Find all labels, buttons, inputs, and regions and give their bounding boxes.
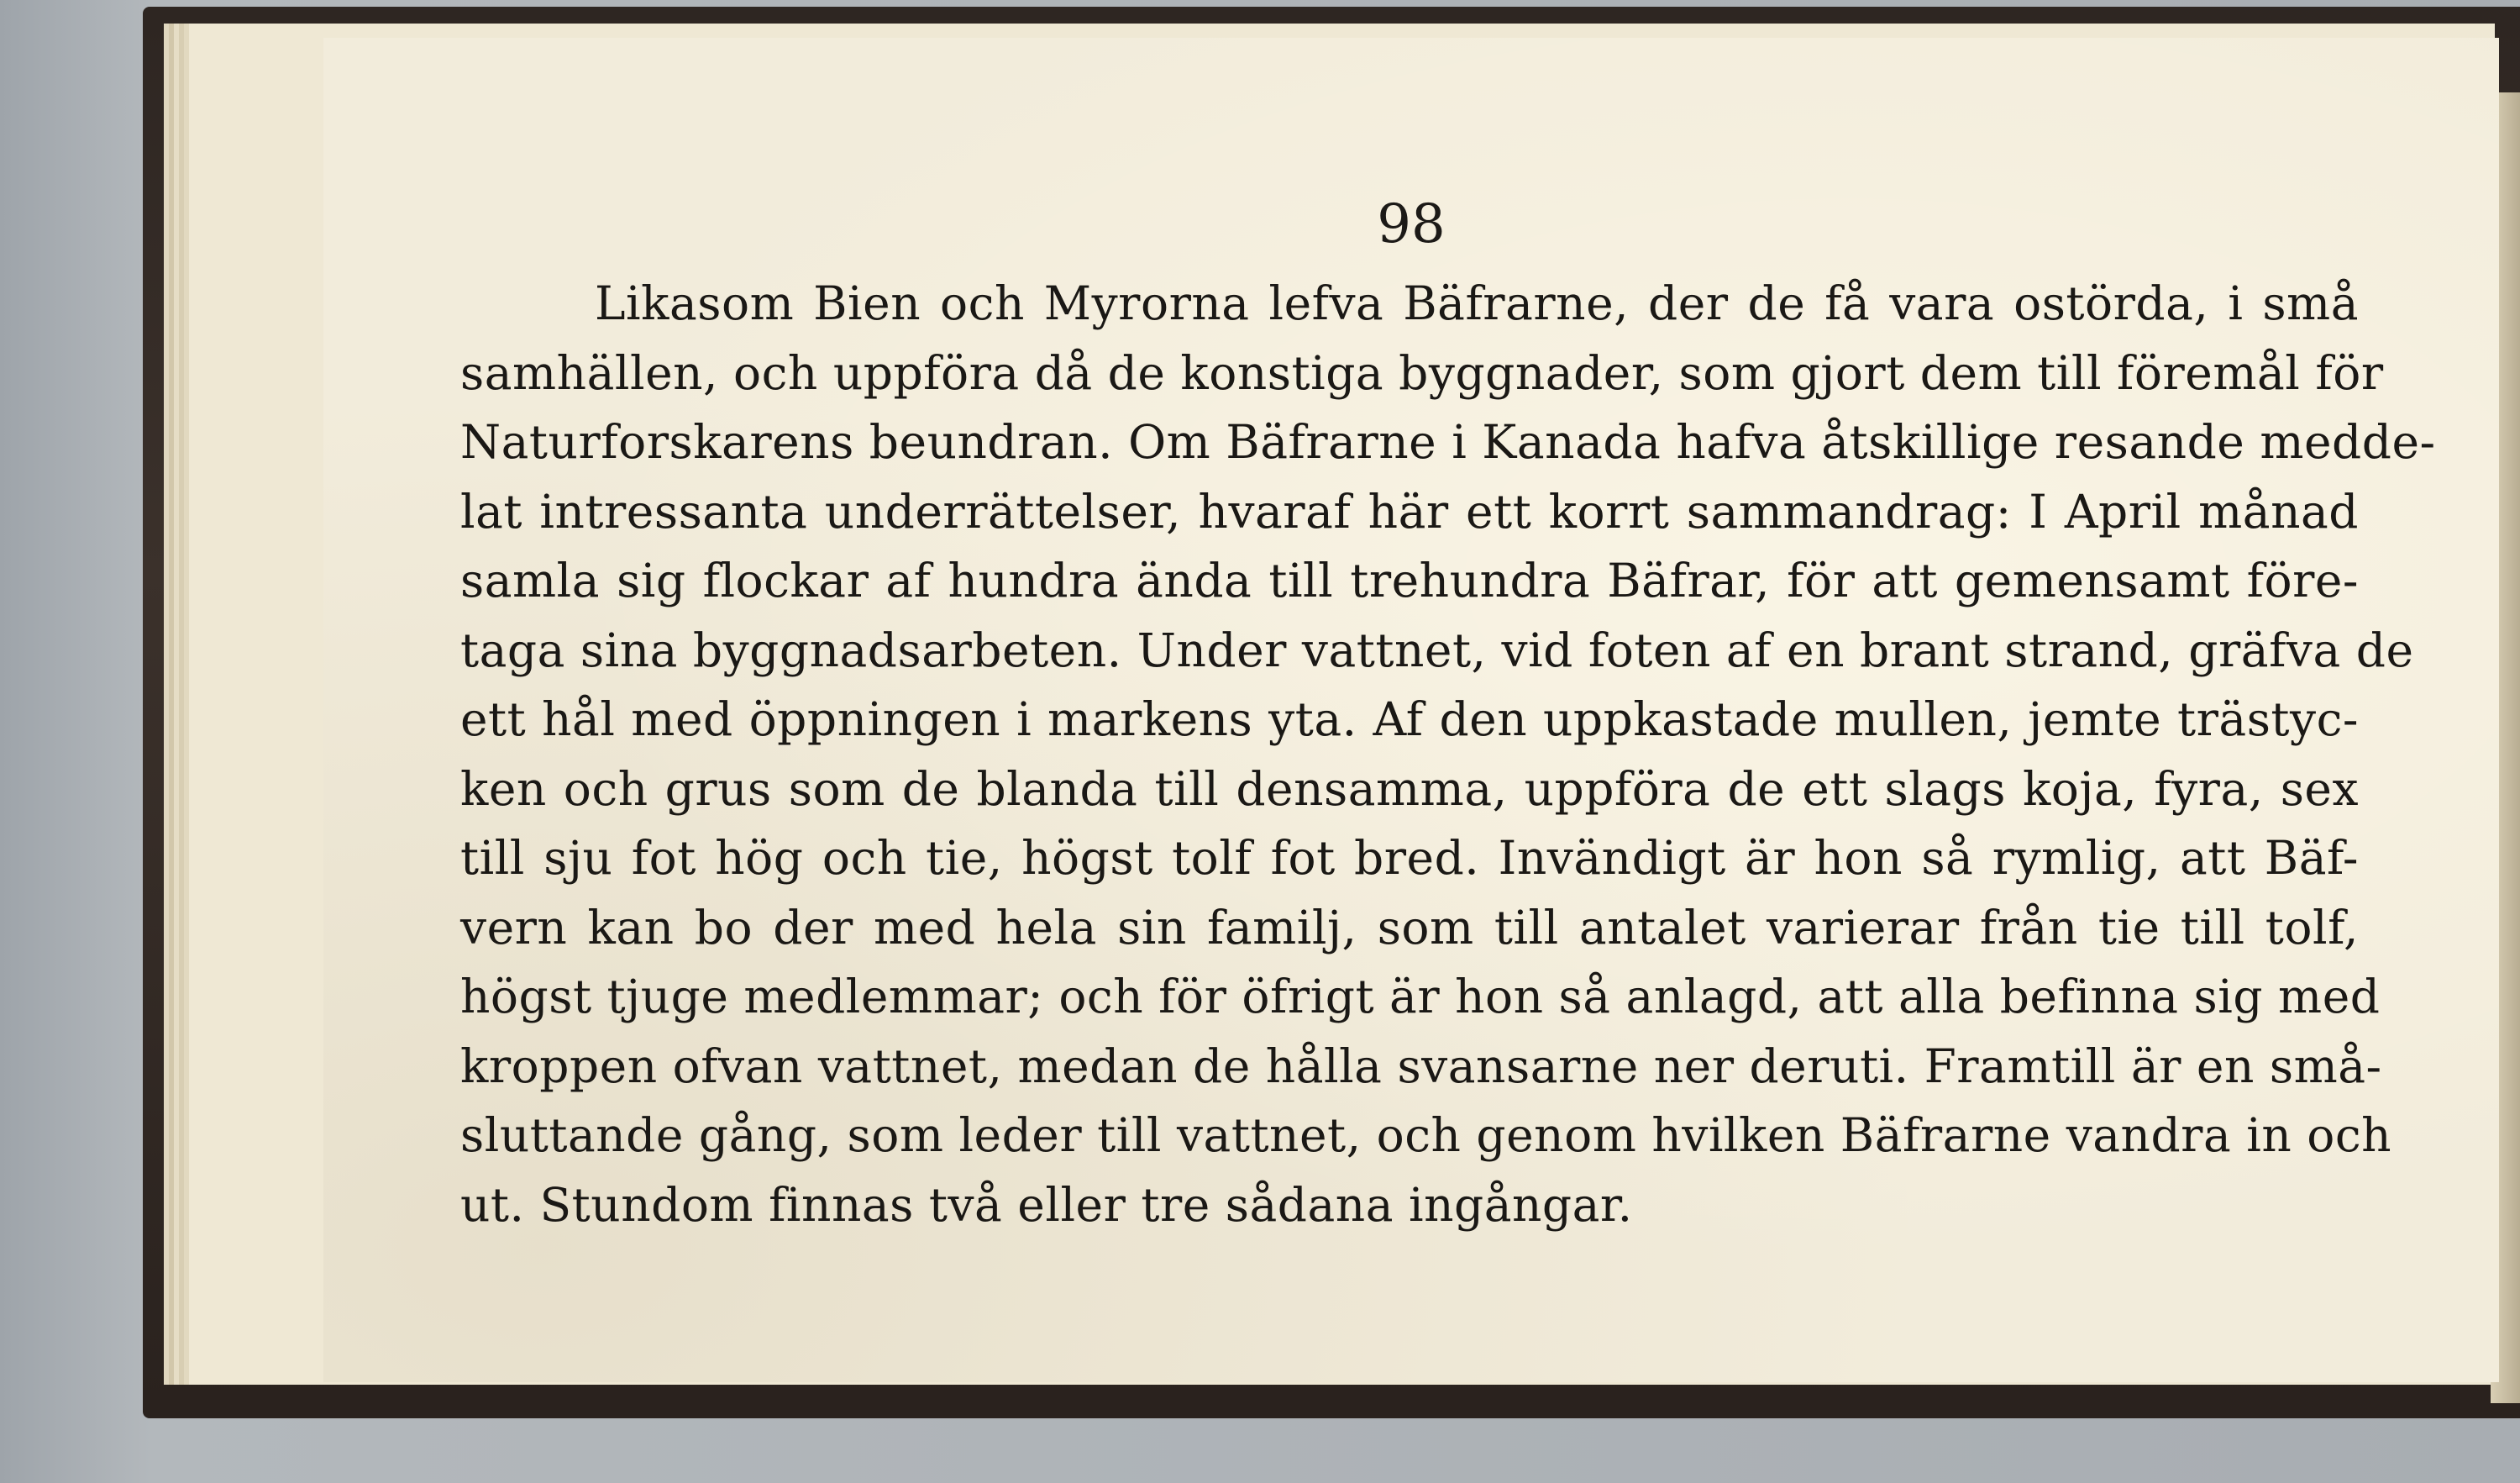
text-line: vern kan bo der med hela sin familj, som till antalet varierar från tie till tolf, (460, 900, 2359, 954)
text-line: Likasom Bien och Myrorna lefva Bäfrarne, der de få vara ostörda, i små (595, 276, 2359, 330)
text-line: ut. Stundom finnas två eller tre sådana ingångar. (460, 1177, 1633, 1232)
text-line: högst tjuge medlemmar; och för öfrigt är hon så anlagd, att alla befinna sig med (460, 970, 2381, 1023)
text-line: sluttande gång, som leder till vattnet, och genom hvilken Bäfrarne vandra in och (460, 1108, 2392, 1162)
body-text (460, 269, 2436, 1239)
text-line: samla sig flockar af hundra ända till trehundra Bäfrar, för att gemensamt före- (460, 554, 2359, 607)
text-line: samhällen, och uppföra då de konstiga byggnader, som gjort dem till föremål för (460, 345, 2384, 400)
page-number: 98 (1377, 193, 1446, 255)
text-line: ken och grus som de blanda till densamma, uppföra de ett slags koja, fyra, sex (460, 761, 2359, 816)
text-line: Naturforskarens beundran. Om Bäfrarne i Kanada hafva åtskillige resande medde- (460, 415, 2436, 469)
text-line: taga sina byggnadsarbeten. Under vattnet, vid foten af en brant strand, gräfva de (460, 623, 2414, 677)
text-line: ett hål med öppningen i markens yta. Af den uppkastade mullen, jemte trästyc- (460, 692, 2359, 746)
text-line: lat intressanta underrättelser, hvaraf här ett korrt sammandrag: I April månad (460, 484, 2359, 539)
text-line: till sju fot hög och tie, högst tolf fot bred. Invändigt är hon så rymlig, att Bäf- (460, 831, 2359, 885)
text-line: kroppen ofvan vattnet, medan de hålla svansarne ner deruti. Framtill är en små- (460, 1039, 2382, 1093)
